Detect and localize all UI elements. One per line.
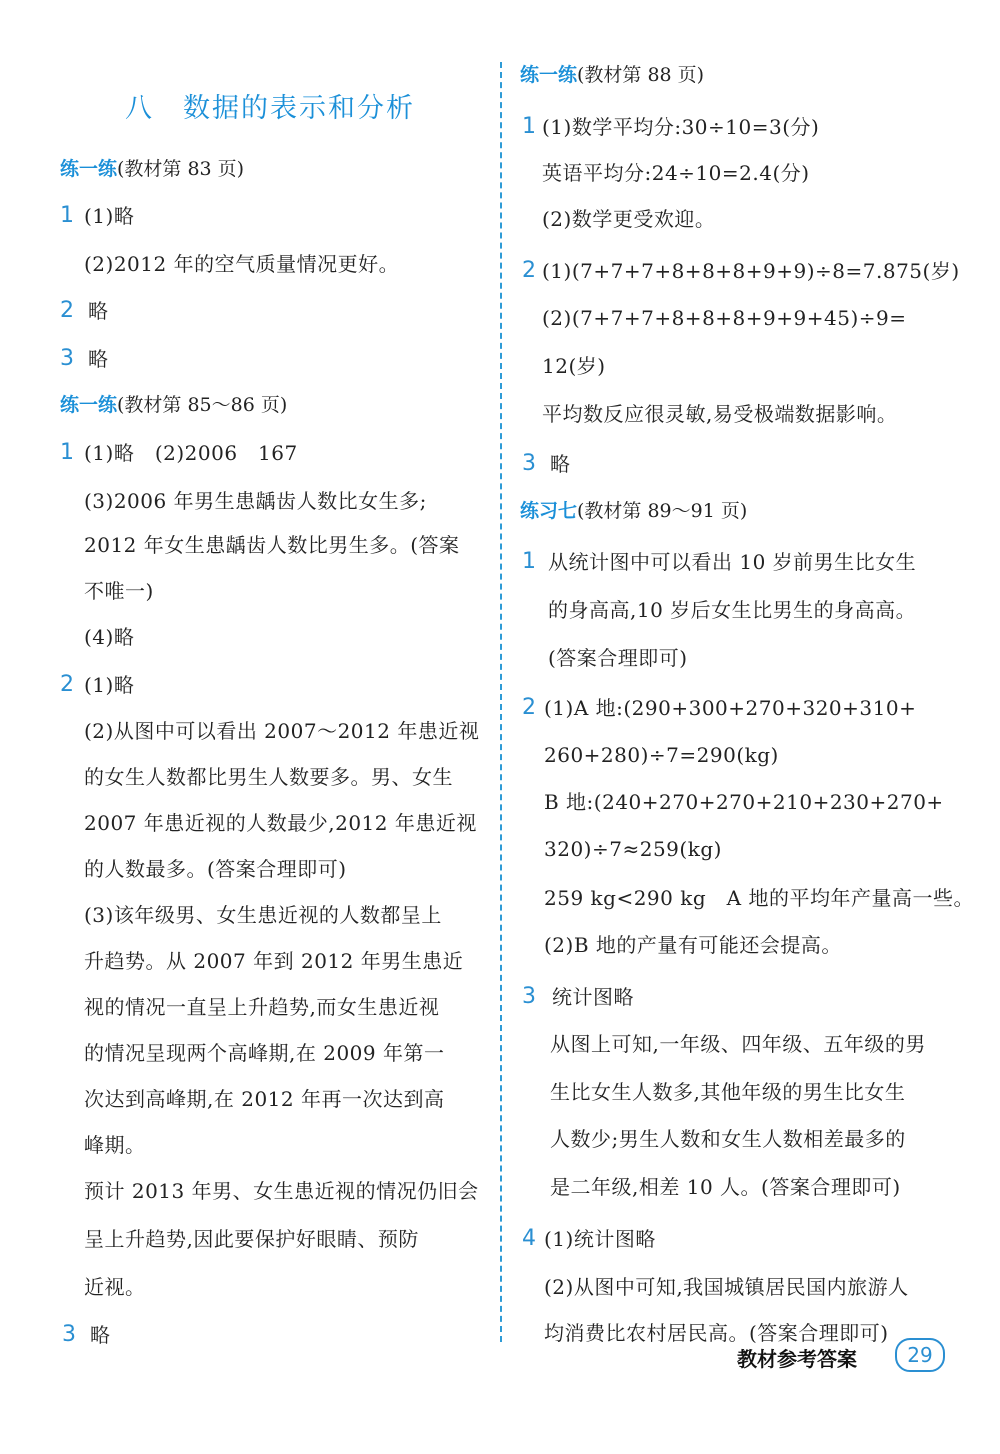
answer-line: (2)2012 年的空气质量情况更好。: [84, 252, 400, 276]
answer-line: 不唯一): [84, 579, 154, 603]
answer-line: (1)统计图略: [544, 1227, 656, 1251]
answer-line: 统计图略: [552, 985, 634, 1009]
answer-line: 是二年级,相差 10 人。(答案合理即可): [550, 1175, 901, 1199]
answer-line: 从统计图中可以看出 10 岁前男生比女生: [548, 550, 917, 574]
answer-line: B 地:(240+270+270+210+230+270+: [544, 790, 944, 814]
chapter-title: 八 数据的表示和分析: [125, 93, 415, 124]
question-number: 3: [522, 984, 536, 1009]
answer-line: (1)(7+7+7+8+8+8+9+9)÷8=7.875(岁): [542, 259, 960, 283]
section-keyword: 练习七: [520, 500, 578, 522]
answer-line: 英语平均分:24÷10=2.4(分): [542, 161, 810, 185]
answer-line: 近视。: [84, 1275, 146, 1299]
section-keyword: 练一练: [520, 64, 578, 86]
answer-line: (1)数学平均分:30÷10=3(分): [542, 115, 820, 139]
answer-line: 260+280)÷7=290(kg): [544, 743, 779, 767]
section-header: [520, 498, 747, 524]
answer-line: 视的情况一直呈上升趋势,而女生患近视: [84, 995, 440, 1019]
answer-line: (1)略: [84, 204, 135, 228]
question-number: 1: [522, 549, 536, 574]
section-ref: (教材第 88 页): [577, 64, 705, 86]
answer-line: (2)从图中可知,我国城镇居民国内旅游人: [544, 1275, 909, 1299]
answer-line: (1)略 (2)2006 167: [84, 441, 298, 465]
footer-label: 教材参考答案: [737, 1347, 857, 1371]
answer-line: 12(岁): [542, 354, 606, 378]
answer-line: 320)÷7≈259(kg): [544, 837, 722, 861]
answer-line: (4)略: [84, 625, 135, 649]
section-header: [520, 62, 704, 88]
section-header: [60, 156, 244, 182]
question-number: 3: [522, 451, 536, 476]
question-number: 3: [62, 1322, 76, 1347]
section-ref: (教材第 83 页): [117, 158, 245, 180]
question-number: 2: [60, 672, 74, 697]
answer-line: (3)该年级男、女生患近视的人数都呈上: [84, 903, 442, 927]
answer-line: 峰期。: [84, 1133, 146, 1157]
answer-line: (2)(7+7+7+8+8+8+9+9+45)÷9=: [542, 306, 907, 330]
answer-line: 次达到高峰期,在 2012 年再一次达到高: [84, 1087, 445, 1111]
answer-line: 略: [88, 347, 109, 371]
answer-line: 略: [88, 299, 109, 323]
answer-line: 略: [90, 1323, 111, 1347]
answer-line: 预计 2013 年男、女生患近视的情况仍旧会: [84, 1179, 479, 1203]
answer-line: (1)略: [84, 673, 135, 697]
section-header: [60, 392, 287, 418]
answer-line: (2)B 地的产量有可能还会提高。: [544, 933, 842, 957]
answer-line: 呈上升趋势,因此要保护好眼睛、预防: [84, 1227, 419, 1251]
answer-line: 均消费比农村居民高。(答案合理即可): [544, 1321, 889, 1345]
answer-line: 从图上可知,一年级、四年级、五年级的男: [550, 1032, 926, 1056]
answer-line: 的人数最多。(答案合理即可): [84, 857, 347, 881]
question-number: 3: [60, 346, 74, 371]
question-number: 1: [60, 440, 74, 465]
answer-line: 人数少;男生人数和女生人数相差最多的: [550, 1127, 906, 1151]
answer-line: 2007 年患近视的人数最少,2012 年患近视: [84, 811, 477, 835]
section-keyword: 练一练: [60, 158, 118, 180]
answer-line: (3)2006 年男生患龋齿人数比女生多;: [84, 489, 427, 513]
column-divider: [500, 62, 502, 1342]
question-number: 2: [522, 695, 536, 720]
answer-line: 生比女生人数多,其他年级的男生比女生: [550, 1080, 906, 1104]
answer-line: (2)数学更受欢迎。: [542, 207, 716, 231]
answer-line: (1)A 地:(290+300+270+320+310+: [544, 696, 917, 720]
question-number: 2: [60, 298, 74, 323]
answer-line: 平均数反应很灵敏,易受极端数据影响。: [542, 402, 898, 426]
answer-line: 2012 年女生患龋齿人数比男生多。(答案: [84, 533, 460, 557]
answer-line: 升趋势。从 2007 年到 2012 年男生患近: [84, 949, 464, 973]
page-number: 29: [895, 1338, 945, 1372]
answer-line: 的情况呈现两个高峰期,在 2009 年第一: [84, 1041, 445, 1065]
answer-line: (答案合理即可): [548, 646, 688, 670]
answer-line: 略: [550, 452, 571, 476]
answer-line: (2)从图中可以看出 2007～2012 年患近视: [84, 719, 480, 743]
section-keyword: 练一练: [60, 394, 118, 416]
section-ref: (教材第 89～91 页): [577, 500, 748, 522]
answer-line: 259 kg<290 kg A 地的平均年产量高一些。: [544, 886, 974, 910]
answer-line: 的身高高,10 岁后女生比男生的身高高。: [548, 598, 917, 622]
question-number: 4: [522, 1226, 536, 1251]
answer-line: 的女生人数都比男生人数要多。男、女生: [84, 765, 453, 789]
question-number: 2: [522, 258, 536, 283]
question-number: 1: [60, 203, 74, 228]
question-number: 1: [522, 114, 536, 139]
section-ref: (教材第 85～86 页): [117, 394, 288, 416]
